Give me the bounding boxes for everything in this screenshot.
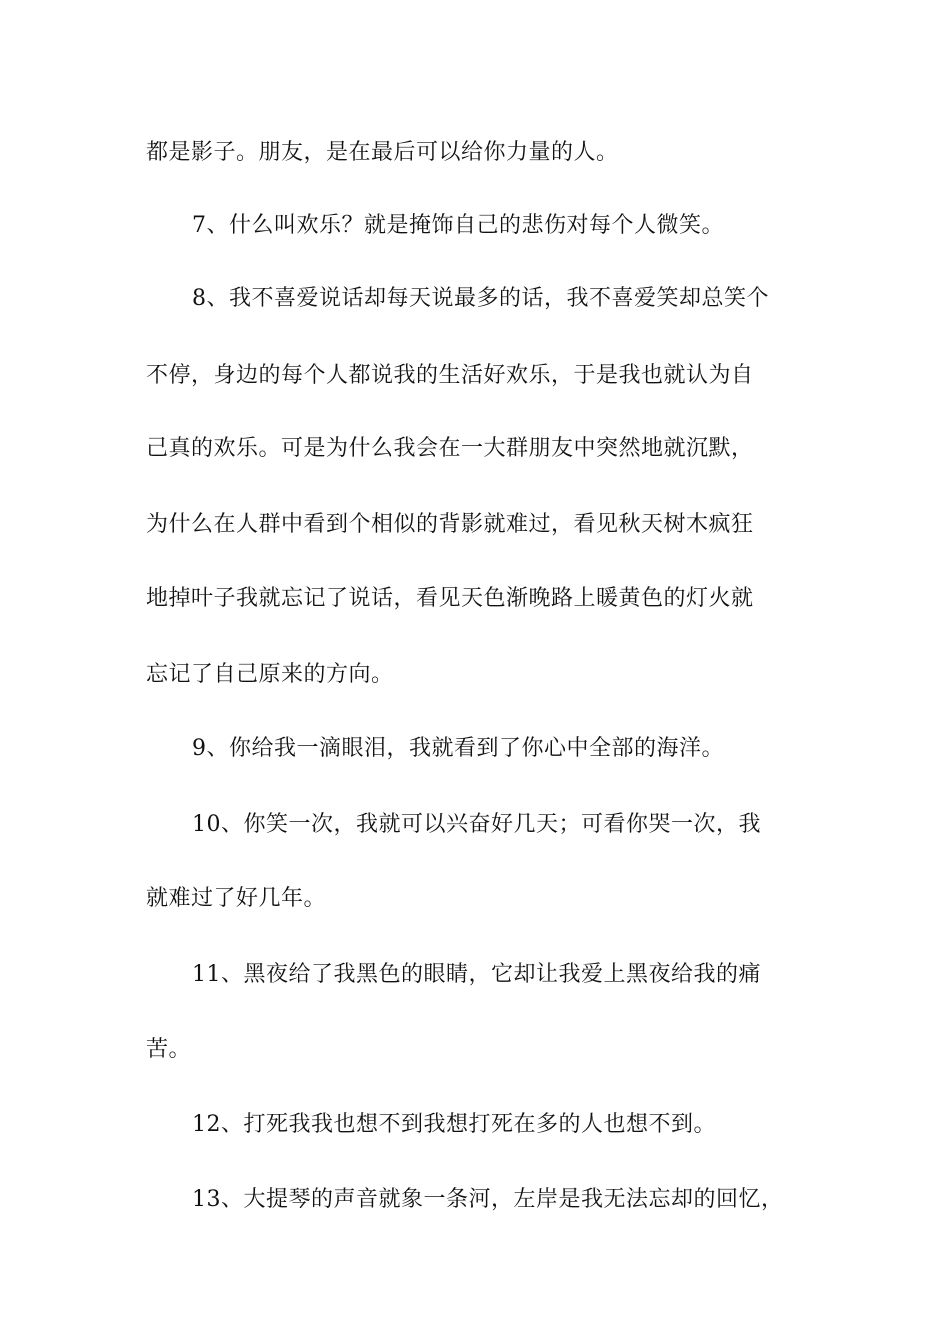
text-line: 不停，身边的每个人都说我的生活好欢乐，于是我也就认为自: [146, 363, 754, 388]
text-line: 忘记了自己原来的方向。: [146, 662, 394, 687]
text-line: 都是影子。朋友，是在最后可以给你力量的人。: [146, 140, 619, 165]
text-line: 9、你给我一滴眼泪，我就看到了你心中全部的海洋。: [192, 736, 724, 761]
text-line: 10、你笑一次，我就可以兴奋好几天；可看你哭一次，我: [192, 812, 761, 837]
text-line: 为什么在人群中看到个相似的背影就难过，看见秋天树木疯狂: [146, 512, 754, 537]
text-line: 己真的欢乐。可是为什么我会在一大群朋友中突然地就沉默，: [146, 436, 754, 461]
text-line: 就难过了好几年。: [146, 886, 327, 911]
text-line: 13、大提琴的声音就象一条河，左岸是我无法忘却的回忆，: [192, 1187, 784, 1212]
text-line: 苦。: [146, 1037, 192, 1062]
text-line: 8、我不喜爱说话却每天说最多的话，我不喜爱笑却总笑个: [192, 286, 769, 311]
text-line: 7、什么叫欢乐？就是掩饰自己的悲伤对每个人微笑。: [192, 213, 724, 238]
text-line: 12、打死我我也想不到我想打死在多的人也想不到。: [192, 1112, 716, 1137]
text-line: 11、黑夜给了我黑色的眼睛，它却让我爱上黑夜给我的痛: [192, 962, 761, 987]
text-line: 地掉叶子我就忘记了说话，看见天色渐晚路上暖黄色的灯火就: [146, 586, 754, 611]
